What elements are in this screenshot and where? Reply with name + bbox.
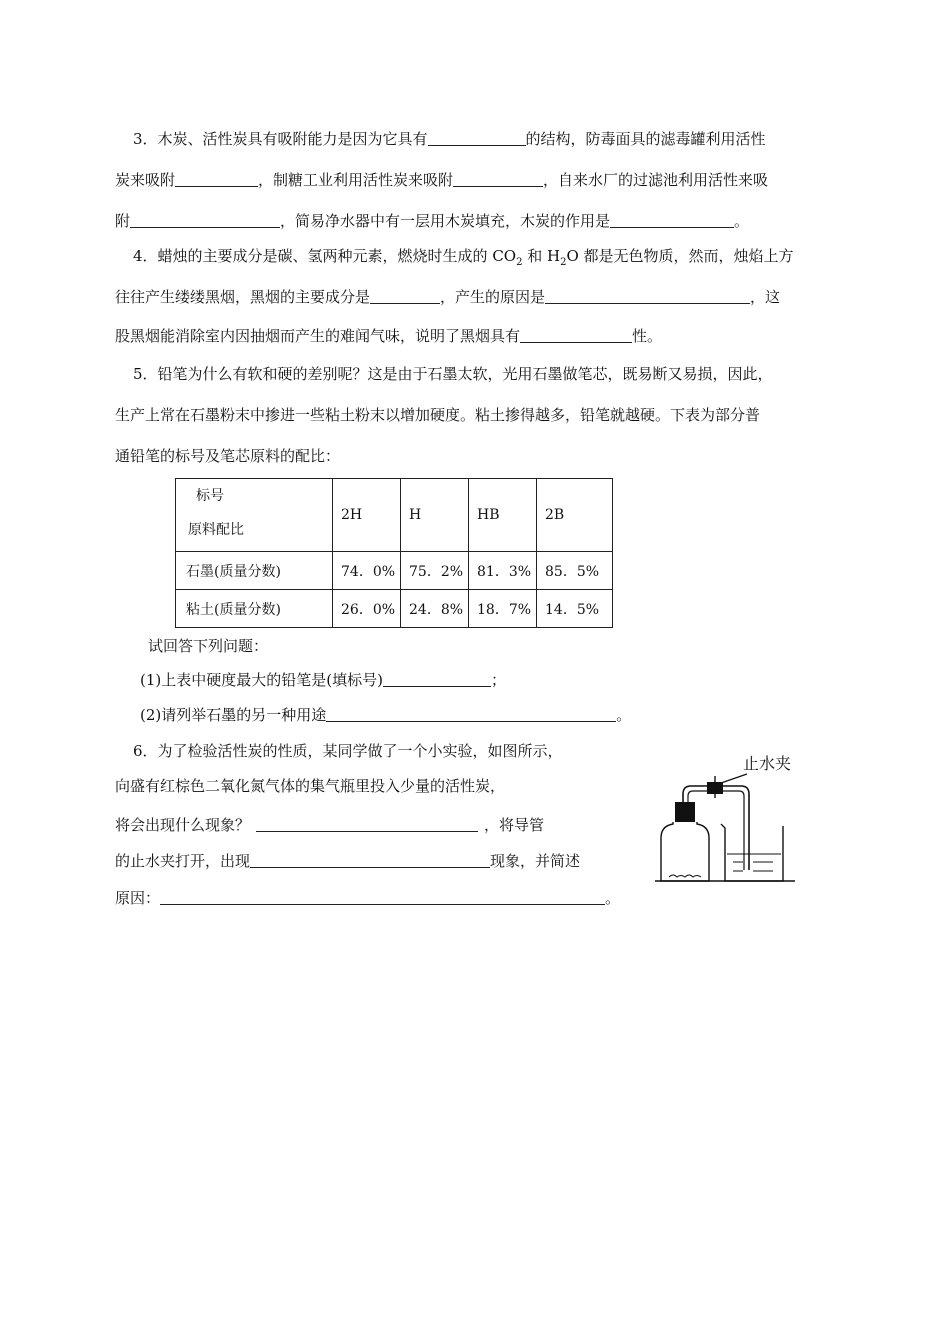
q3-blank-3[interactable] <box>453 170 543 187</box>
q4-text: 4．蜡烛的主要成分是碳、氢两种元素，燃烧时生成的 CO <box>133 247 517 265</box>
q6-blank-1[interactable] <box>256 815 478 832</box>
table-cell: 24．8% <box>401 590 469 628</box>
table-cell: 74．0% <box>333 552 401 590</box>
q3-text: ，制糖工业利用活性炭来吸附 <box>258 171 454 189</box>
q3-text: 附 <box>115 212 131 230</box>
q4-subscript: 2 <box>560 257 567 268</box>
q3-text: 。 <box>734 212 750 230</box>
beaker <box>721 824 783 881</box>
q6-text: 的止水夹打开，出现 <box>115 852 251 870</box>
q6-text: 原因： <box>115 889 161 907</box>
q4-blank-1[interactable] <box>370 287 440 304</box>
q4-text: 往往产生缕缕黑烟，黑烟的主要成分是 <box>115 288 371 306</box>
q3-text: ，自来水厂的过滤池利用活性来吸 <box>543 171 769 189</box>
table-cell: 75．2% <box>401 552 469 590</box>
table-cell: 85．5% <box>537 552 613 590</box>
q3-line-3 <box>115 211 749 231</box>
pencil-ratio-table <box>175 478 613 628</box>
q3-blank-4[interactable] <box>130 211 280 228</box>
q4-blank-2[interactable] <box>545 287 750 304</box>
q3-line-1 <box>133 129 766 149</box>
q5-line-3: 通铅笔的标号及笔芯原料的配比： <box>115 447 341 465</box>
q5-text: ； <box>490 671 506 689</box>
q4-subscript: 2 <box>516 257 523 268</box>
q5-blank-2[interactable] <box>326 705 616 722</box>
q4-text: ，这 <box>750 288 781 306</box>
q3-blank-1[interactable] <box>428 129 526 146</box>
q4-text: 股黑烟能消除室内因抽烟而产生的难闻气味，说明了黑烟具有 <box>115 327 521 345</box>
q6-text: 将会出现什么现象？ <box>115 816 251 834</box>
q3-text: 炭来吸附 <box>115 171 176 189</box>
q4-line-3 <box>115 326 662 346</box>
q3-blank-2[interactable] <box>175 170 258 187</box>
q5-sub-1 <box>140 670 506 690</box>
q6-text: ，将导管 <box>484 816 545 834</box>
q5-text: (2)请列举石墨的另一种用途 <box>140 706 327 724</box>
q6-line-4 <box>115 851 580 871</box>
gas-bottle <box>661 822 709 881</box>
table-row <box>176 552 613 590</box>
q5-sub-2 <box>140 705 631 725</box>
glass-tube-inner <box>688 791 744 870</box>
q6-text: 。 <box>605 889 621 907</box>
q5-line-2: 生产上常在石墨粉末中掺进一些粘土粉末以增加硬度。粘土掺得越多，铅笔就越硬。下表为部分普 <box>115 406 761 424</box>
q5-blank-1[interactable] <box>383 670 491 687</box>
table-cell: 18．7% <box>469 590 537 628</box>
q6-blank-3[interactable] <box>160 888 605 905</box>
table-cell: 26．0% <box>333 590 401 628</box>
q6-line-3 <box>115 815 544 835</box>
row-label: 粘土(质量分数) <box>176 590 333 628</box>
q3-blank-5[interactable] <box>610 211 734 228</box>
q3-line-2 <box>115 170 768 190</box>
column-header: HB <box>469 479 537 552</box>
q5-line-1: 5．铅笔为什么有软和硬的差别呢？这是由于石墨太软，光用石墨做笔芯，既易断又易损，因此， <box>133 365 773 383</box>
table-cell: 14．5% <box>537 590 613 628</box>
label-leader-line <box>721 774 747 783</box>
header-label-grade: 标号 <box>196 488 224 504</box>
q6-line-1: 6．为了检验活性炭的性质，某同学做了一个小实验，如图所示， <box>133 742 563 760</box>
clamp-label: 止水夹 <box>743 756 792 773</box>
q6-line-2: 向盛有红棕色二氧化氮气体的集气瓶里投入少量的活性炭， <box>115 777 506 795</box>
q4-text: 和 H <box>522 247 561 265</box>
q6-blank-2[interactable] <box>250 851 490 868</box>
q3-text: 的结构，防毒面具的滤毒罐利用活性 <box>525 130 766 148</box>
q5-text: 。 <box>616 706 632 724</box>
q3-text: ，简易净水器中有一层用木炭填充，木炭的作用是 <box>280 212 611 230</box>
column-header: 2B <box>537 479 613 552</box>
q4-line-2 <box>115 287 780 307</box>
q6-text: 现象，并简述 <box>490 852 581 870</box>
table-cell: 81．3% <box>469 552 537 590</box>
activated-carbon <box>669 875 701 877</box>
table-corner-header <box>176 479 333 552</box>
q5-prompt: 试回答下列问题： <box>148 637 269 655</box>
q6-line-5 <box>115 888 620 908</box>
q4-text: 性。 <box>632 327 663 345</box>
q4-blank-3[interactable] <box>520 326 632 343</box>
q4-line-1 <box>133 246 794 273</box>
table-row <box>176 590 613 628</box>
q5-text: (1)上表中硬度最大的铅笔是(填标号) <box>140 671 383 689</box>
column-header: H <box>401 479 469 552</box>
header-label-ratio: 原料配比 <box>188 522 244 538</box>
glass-tube <box>683 786 749 870</box>
q4-text: O 都是无色物质，然而，烛焰上方 <box>566 247 794 265</box>
q4-text: ，产生的原因是 <box>440 288 546 306</box>
q3-text: 3．木炭、活性炭具有吸附能力是因为它具有 <box>133 130 428 148</box>
column-header: 2H <box>333 479 401 552</box>
stopper <box>675 802 695 822</box>
apparatus-figure <box>655 750 815 890</box>
row-label: 石墨(质量分数) <box>176 552 333 590</box>
table-header-row <box>176 479 613 552</box>
